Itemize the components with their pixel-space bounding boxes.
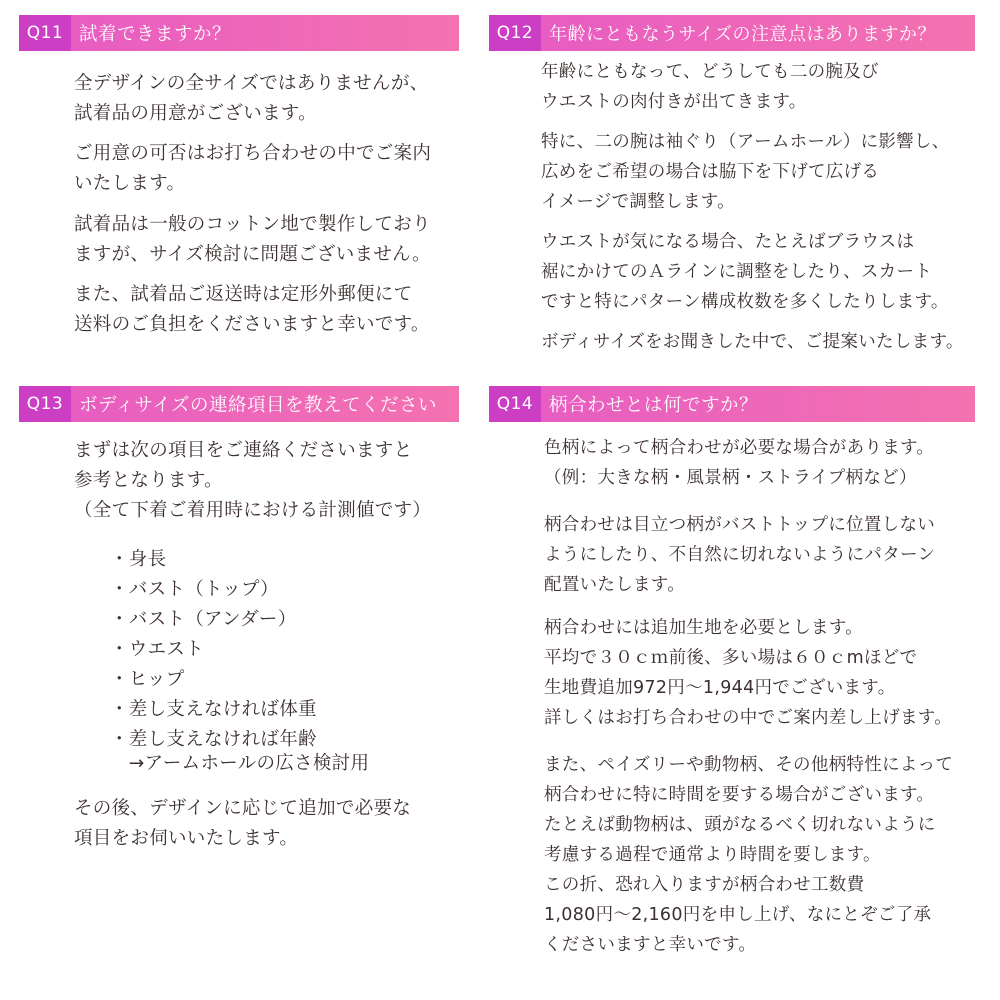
answer-paragraph: 柄合わせには追加生地を必要とします。 平均で３０ｃｍ前後、多い場は６０ｃmほどで 生地費追加972円〜1,944円でございます。 詳しくはお打ち合わせの中でご案内差し上げます。 — [544, 618, 952, 728]
list-item: ・バスト（アンダー） — [110, 609, 297, 630]
answer-paragraph: また、試着品ご返送時は定形外郵便にて 送料のご負担をくださいますと幸いです。 — [74, 284, 430, 335]
answer-paragraph: ウエストが気になる場合、たとえばブラウスは 裾にかけてのＡラインに調整をしたり、スカート ですと特にパターン構成枚数を多くしたりします。 — [541, 232, 949, 312]
answer-body — [544, 433, 979, 960]
answer-outro: その後、デザインに応じて追加で必要な 項目をお伺いいたします。 — [74, 798, 412, 849]
answer-paragraph: 柄合わせは目立つ柄がバストトップに位置しない ようにしたり、不自然に切れないようにパターン 配置いたします。 — [544, 515, 936, 595]
qa-header — [489, 15, 975, 51]
list-item: ・差し支えなければ年齢 →アームホールの広さ検討用 — [110, 729, 370, 774]
question-title: ボディサイズの連絡項目を教えてください — [79, 395, 438, 416]
answer-paragraph: ご用意の可否はお打ち合わせの中でご案内 いたします。 — [74, 143, 432, 194]
question-number: Q13 — [19, 386, 71, 422]
question-number: Q11 — [19, 15, 71, 51]
answer-body — [74, 69, 454, 340]
qa-header — [489, 386, 975, 422]
answer-paragraph: 試着品は一般のコットン地で製作しており ますが、サイズ検討に問題ございません。 — [74, 214, 431, 265]
list-item: ・身長 — [110, 549, 167, 570]
answer-paragraph: 年齢にともなって、どうしても二の腕及び ウエストの肉付きが出てきます。 — [541, 62, 879, 112]
question-title: 試着できますか？ — [79, 24, 232, 45]
answer-paragraph: また、ペイズリーや動物柄、その他柄特性によって 柄合わせに特に時間を要する場合がございます。 たとえば動物柄は、頭がなるべく切れないように 考慮する過程で通常より時間を要します。 この折、恐れ入りますが柄合わせ工数費 1,080円〜2,160円を申し上げ、なにとぞご了承 くださいますと幸いです。 — [544, 755, 954, 955]
answer-paragraph: 全デザインの全サイズではありませんが、 試着品の用意がございます。 — [74, 73, 429, 124]
answer-paragraph: ボディサイズをお聞きした中で、ご提案いたします。 — [541, 332, 964, 352]
measurement-list — [110, 545, 459, 776]
list-item: ・バスト（トップ） — [110, 579, 279, 600]
qa-block-q11 — [19, 15, 459, 355]
answer-intro: まずは次の項目をご連絡くださいますと 参考となります。 （全て下着ご着用時における計測値です） — [74, 440, 432, 521]
qa-block-q12 — [489, 15, 979, 365]
qa-header — [19, 386, 459, 422]
qa-header — [19, 15, 459, 51]
answer-body — [541, 57, 981, 357]
question-title: 年齢にともなうサイズの注意点はありますか？ — [549, 24, 937, 45]
answer-paragraph: 色柄によって柄合わせが必要な場合があります。 （例：大きな柄・風景柄・ストライプ柄など） — [544, 438, 935, 488]
answer-body — [74, 436, 459, 854]
list-item: ・ヒップ — [110, 669, 185, 690]
answer-paragraph: 特に、二の腕は袖ぐり（アームホール）に影響し、 広めをご希望の場合は脇下を下げて広げる イメージで調整します。 — [541, 132, 950, 212]
list-item: ・差し支えなければ体重 — [110, 699, 317, 720]
question-title: 柄合わせとは何ですか？ — [549, 395, 759, 416]
question-number: Q12 — [489, 15, 541, 51]
question-number: Q14 — [489, 386, 541, 422]
qa-block-q13 — [19, 386, 459, 856]
qa-block-q14 — [489, 386, 979, 976]
list-item: ・ウエスト — [110, 639, 205, 660]
